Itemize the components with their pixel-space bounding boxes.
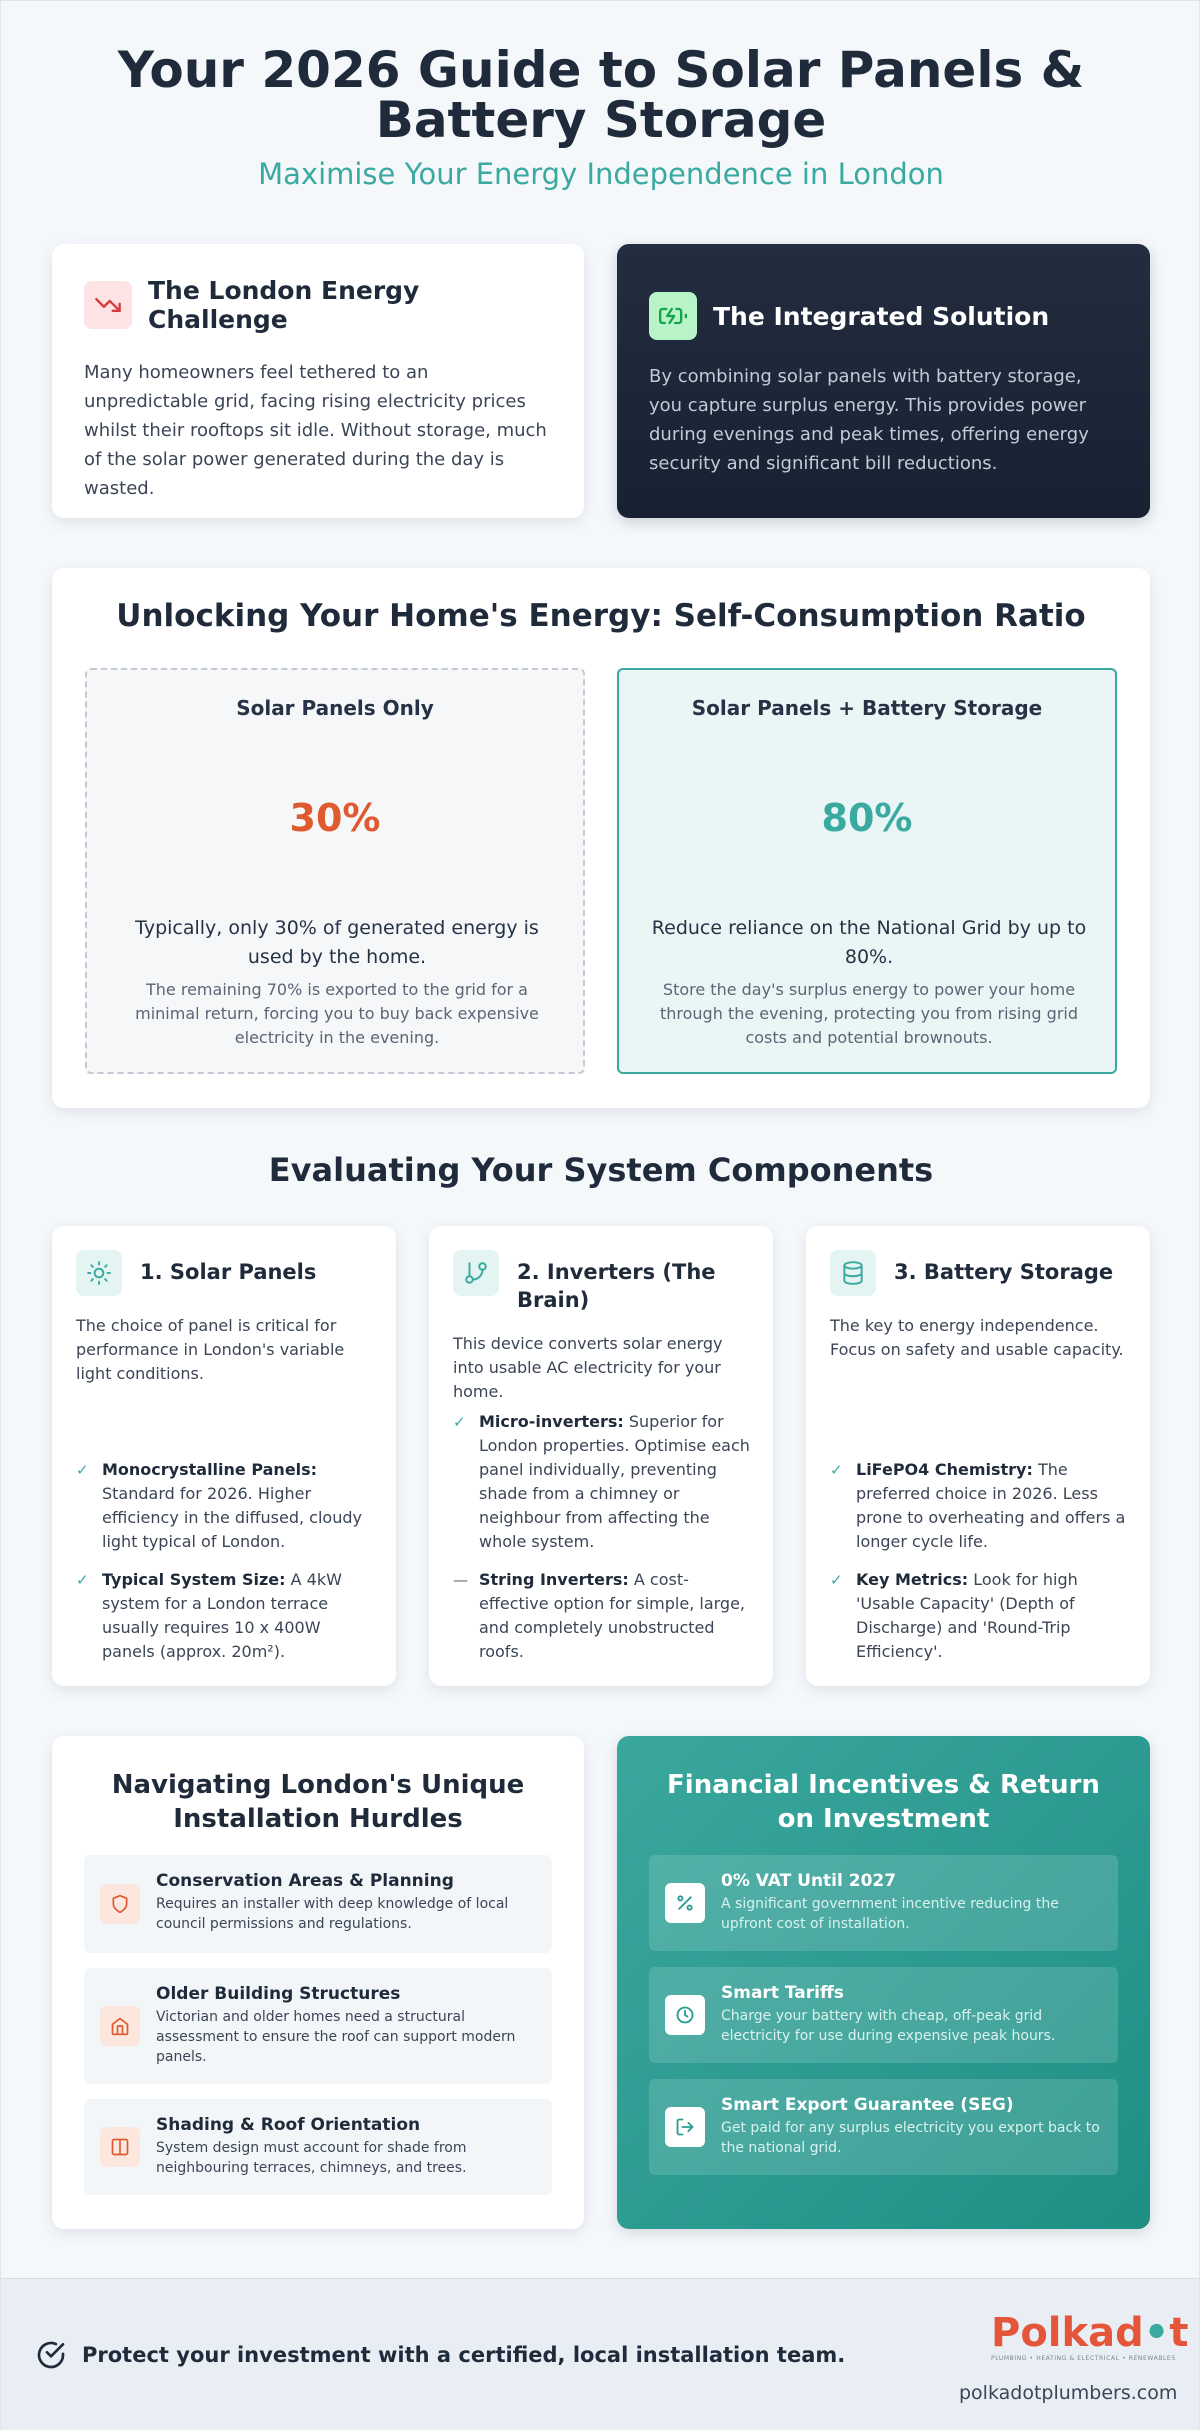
bullet-label: LiFePO4 Chemistry: <box>856 1460 1033 1479</box>
hurdle-desc: System design must account for shade from neighbouring terraces, chimneys, and trees. <box>156 2140 467 2176</box>
bullet-text: A cost-effective option for simple, large, and completely unobstructed roofs. <box>479 1570 746 1661</box>
solar-battery-box <box>617 668 1117 1074</box>
solar-only-main-text: Typically, only 30% of generated energy is used by the home. <box>135 917 539 968</box>
hurdle-title: Shading & Roof Orientation <box>156 2115 421 2135</box>
page-subtitle: Maximise Your Energy Independence in London <box>258 157 944 191</box>
finance-item-desc: A significant government incentive reducing the upfront cost of installation. <box>721 1896 1059 1932</box>
finance-item-title: Smart Tariffs <box>721 1983 844 2003</box>
bullet-label: Key Metrics: <box>856 1570 969 1589</box>
brand-logo <box>991 2310 1189 2362</box>
finance-card <box>617 1736 1150 2229</box>
check-icon: ✓ <box>453 1413 466 1431</box>
component-title: 2. Inverters (The Brain) <box>517 1260 716 1312</box>
check-icon: ✓ <box>830 1571 843 1589</box>
database-icon <box>830 1250 876 1296</box>
solar-only-percent: 30% <box>289 796 381 840</box>
bullet-text: Look for high 'Usable Capacity' (Depth of Discharge) and 'Round-Trip Efficiency'. <box>856 1570 1078 1661</box>
hurdles-card <box>52 1736 584 2229</box>
component-bullet <box>76 1568 378 1664</box>
bullet-text: The preferred choice in 2026. Less prone to overheating and offers a longer cycle life. <box>856 1460 1126 1551</box>
challenge-card <box>52 244 584 518</box>
bullet-label: Typical System Size: <box>102 1570 286 1589</box>
page-title: Your 2026 Guide to Solar Panels & Battery Storage <box>117 41 1085 149</box>
solution-title: The Integrated Solution <box>713 301 1050 331</box>
website-link[interactable]: polkadotplumbers.com <box>959 2382 1178 2404</box>
ratio-title: Unlocking Your Home's Energy: Self-Consumption Ratio <box>116 598 1086 634</box>
solution-card <box>617 244 1150 518</box>
hurdle-item <box>84 2099 552 2195</box>
component-bullet <box>830 1568 1132 1664</box>
shield-icon <box>100 1884 140 1924</box>
solar-battery-sub-text: Store the day's surplus energy to power your home through the evening, protecting you from rising grid costs and potential brownouts. <box>659 980 1079 1047</box>
finance-title: Financial Incentives & Return on Investment <box>667 1770 1100 1834</box>
solar-battery-title: Solar Panels + Battery Storage <box>691 696 1043 720</box>
finance-item-desc: Get paid for any surplus electricity you export back to the national grid. <box>721 2120 1100 2156</box>
check-icon: ✓ <box>830 1461 843 1479</box>
bullet-text: A 4kW system for a London terrace usually requires 10 x 400W panels (approx. 20m²). <box>102 1570 342 1661</box>
bullet-label: Monocrystalline Panels: <box>102 1460 318 1479</box>
finance-item-title: 0% VAT Until 2027 <box>721 1871 897 1891</box>
logo-text-start: Polkad <box>991 2310 1144 2356</box>
components-title: Evaluating Your System Components <box>268 1151 934 1189</box>
hurdle-item <box>84 1855 552 1953</box>
check-circle-icon <box>35 2339 67 2375</box>
finance-item-desc: Charge your battery with cheap, off-peak grid electricity for use during expensive peak hours. <box>721 2008 1056 2044</box>
logo-tagline: PLUMBING • HEATING & ELECTRICAL • RENEWABLES <box>991 2355 1176 2362</box>
component-title: 1. Solar Panels <box>140 1260 317 1284</box>
dash-icon: — <box>453 1571 468 1589</box>
logo-dot: • <box>1143 2310 1170 2356</box>
bullet-text: Superior for London properties. Optimise each panel individually, preventing shade from a chimney or neighbour from affecting the whole system. <box>479 1412 750 1551</box>
hurdle-desc: Requires an installer with deep knowledge of local council permissions and regulations. <box>156 1896 509 1932</box>
git-branch-icon <box>453 1250 499 1296</box>
columns-icon <box>100 2127 140 2167</box>
component-bullet <box>453 1568 755 1664</box>
bullet-label: Micro-inverters: <box>479 1412 624 1431</box>
component-desc: The choice of panel is critical for performance in London's variable light conditions. <box>76 1316 345 1383</box>
hurdle-item <box>84 1968 552 2084</box>
challenge-title: The London Energy Challenge <box>148 276 420 334</box>
footer-cta: Protect your investment with a certified, local installation team. <box>82 2343 846 2367</box>
footer <box>1 2278 1199 2430</box>
trending-down-icon <box>84 281 132 329</box>
finance-item <box>649 1967 1118 2063</box>
solar-only-sub-text: The remaining 70% is exported to the grid for a minimal return, forcing you to buy back expensive electricity in the evening. <box>135 980 539 1047</box>
finance-item-title: Smart Export Guarantee (SEG) <box>721 2095 1014 2115</box>
component-card-battery-storage <box>806 1226 1150 1686</box>
solar-battery-main-text: Reduce reliance on the National Grid by up to 80%. <box>651 917 1087 968</box>
bullet-label: String Inverters: <box>479 1570 629 1589</box>
solar-only-box <box>85 668 585 1074</box>
solar-battery-percent: 80% <box>821 796 913 840</box>
home-icon <box>100 2006 140 2046</box>
battery-charging-icon <box>649 292 697 340</box>
clock-icon <box>665 1995 705 2035</box>
component-bullet <box>830 1458 1132 1554</box>
component-desc: This device converts solar energy into usable AC electricity for your home. <box>453 1334 723 1401</box>
check-icon: ✓ <box>76 1571 89 1589</box>
logo-text-end: t <box>1169 2310 1189 2356</box>
challenge-body: Many homeowners feel tethered to an unpredictable grid, facing rising electricity prices whilst their rooftops sit idle. Without storage, much of the solar power generated during the day is wasted. <box>84 362 547 499</box>
hurdle-title: Older Building Structures <box>156 1984 401 2004</box>
percent-icon <box>665 1883 705 1923</box>
solution-body: By combining solar panels with battery storage, you capture surplus energy. This provides power during evenings and peak times, offering energy security and significant bill reductions. <box>649 366 1089 474</box>
sun-icon <box>76 1250 122 1296</box>
component-card-inverters <box>429 1226 773 1686</box>
component-card-solar-panels <box>52 1226 396 1686</box>
log-out-icon <box>665 2107 705 2147</box>
check-icon: ✓ <box>76 1461 89 1479</box>
hurdle-title: Conservation Areas & Planning <box>156 1871 454 1891</box>
component-desc: The key to energy independence. Focus on safety and usable capacity. <box>830 1316 1124 1359</box>
hurdles-title: Navigating London's Unique Installation Hurdles <box>111 1770 525 1834</box>
component-title: 3. Battery Storage <box>894 1260 1114 1284</box>
component-bullet <box>453 1410 755 1554</box>
bullet-text: Standard for 2026. Higher efficiency in the diffused, cloudy light typical of London. <box>102 1484 362 1551</box>
finance-item <box>649 1855 1118 1951</box>
component-bullet <box>76 1458 378 1554</box>
finance-item <box>649 2079 1118 2175</box>
hurdle-desc: Victorian and older homes need a structural assessment to ensure the roof can support modern panels. <box>156 2009 516 2065</box>
solar-only-title: Solar Panels Only <box>236 696 434 720</box>
self-consumption-section <box>52 568 1150 1108</box>
